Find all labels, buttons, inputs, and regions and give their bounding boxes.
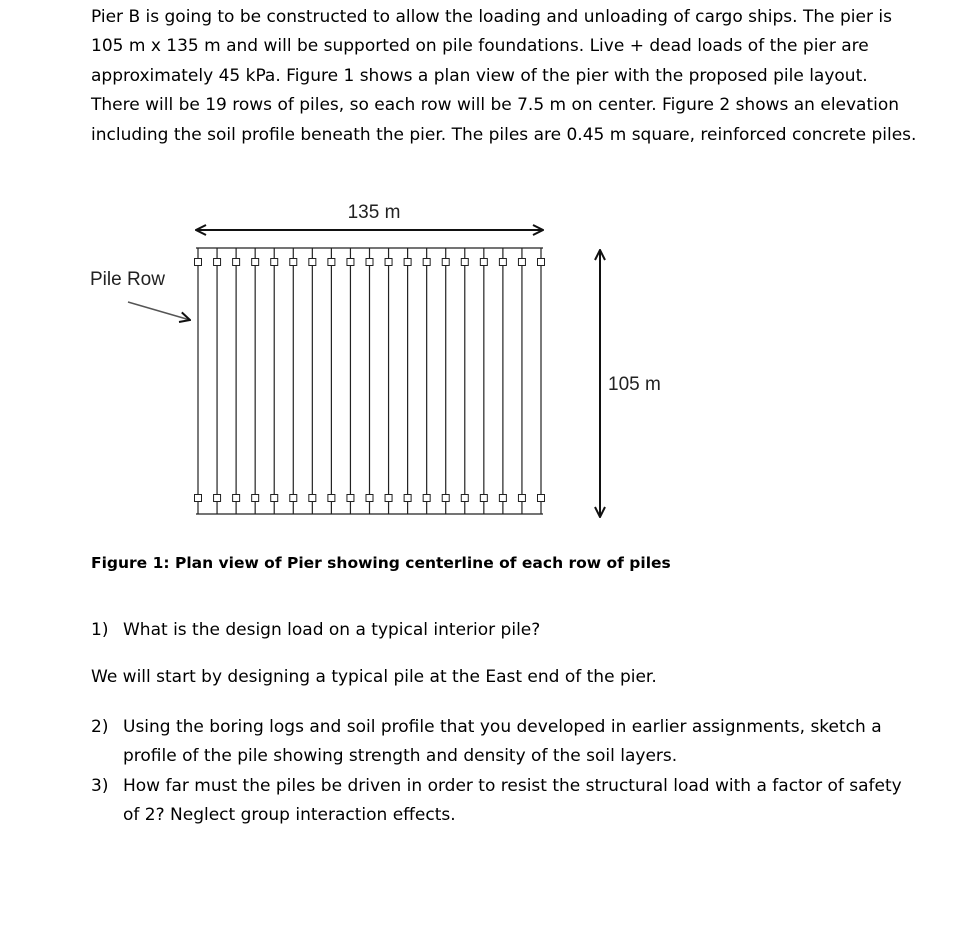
pile-marker xyxy=(328,259,335,266)
pile-marker xyxy=(366,259,373,266)
pile-marker xyxy=(423,495,430,502)
pile-row xyxy=(385,248,392,514)
question-2-number: 2) xyxy=(91,717,109,737)
pile-marker xyxy=(252,259,259,266)
pile-marker xyxy=(366,495,373,502)
pile-marker xyxy=(518,259,525,266)
pile-marker xyxy=(195,259,202,266)
pile-marker xyxy=(347,259,354,266)
figure-caption: Figure 1: Plan view of Pier showing centerline of each row of piles xyxy=(91,554,671,572)
pile-marker xyxy=(480,259,487,266)
pile-marker xyxy=(442,259,449,266)
pile-marker xyxy=(404,495,411,502)
question-3-text: How far must the piles be driven in order to resist the structural load with a factor of safety of 2? Neglect group interaction effects. xyxy=(123,776,902,826)
pile-rows-group xyxy=(195,248,545,514)
pile-marker xyxy=(385,259,392,266)
pile-marker xyxy=(499,495,506,502)
pile-row xyxy=(404,248,411,514)
pile-marker xyxy=(385,495,392,502)
pile-marker xyxy=(309,259,316,266)
height-label: 105 m xyxy=(608,374,661,395)
pile-marker xyxy=(404,259,411,266)
pile-row xyxy=(252,248,259,514)
pile-marker xyxy=(480,495,487,502)
pile-marker xyxy=(195,495,202,502)
question-2 xyxy=(91,713,921,772)
east-end-note: We will start by designing a typical pile at the East end of the pier. xyxy=(91,667,657,687)
pile-row xyxy=(480,248,487,514)
pile-marker xyxy=(423,259,430,266)
pile-row xyxy=(442,248,449,514)
pile-row-pointer-arrow xyxy=(128,302,190,320)
question-1-text: What is the design load on a typical interior pile? xyxy=(123,620,541,640)
pile-row xyxy=(499,248,506,514)
pile-row-label: Pile Row xyxy=(90,269,165,290)
pile-marker xyxy=(290,259,297,266)
pile-marker xyxy=(271,259,278,266)
pile-row xyxy=(328,248,335,514)
pile-row xyxy=(309,248,316,514)
pile-row xyxy=(233,248,240,514)
question-3 xyxy=(91,772,921,831)
pile-row xyxy=(423,248,430,514)
question-1-number: 1) xyxy=(91,620,109,640)
pile-row xyxy=(518,248,525,514)
pile-marker xyxy=(233,495,240,502)
pile-marker xyxy=(214,495,221,502)
intro-paragraph: Pier B is going to be constructed to allow the loading and unloading of cargo ships. The pier is 105 m x 135 m and will be supported on pile foundations. Live + dead loads of the pier are approximately 45 kPa. Figure 1 shows a plan view of the pier with the proposed pile layout. There will be 19 rows of piles, so each row will be 7.5 m on center. Figure 2 shows an elevation including the soil profile beneath the pier. The piles are 0.45 m square, reinforced concrete piles. xyxy=(91,7,917,145)
question-2-text: Using the boring logs and soil profile that you developed in earlier assignments, sketch a profile of the pile showing strength and density of the soil layers. xyxy=(123,717,882,767)
width-label: 135 m xyxy=(347,202,401,223)
pile-row xyxy=(461,248,468,514)
pile-marker xyxy=(252,495,259,502)
pile-row xyxy=(290,248,297,514)
pile-marker xyxy=(309,495,316,502)
pile-marker xyxy=(499,259,506,266)
pile-marker xyxy=(461,495,468,502)
question-3-number: 3) xyxy=(91,776,109,796)
pile-row xyxy=(366,248,373,514)
pile-row xyxy=(271,248,278,514)
pile-marker xyxy=(538,259,545,266)
pile-marker xyxy=(233,259,240,266)
pile-row xyxy=(195,248,202,514)
pile-marker xyxy=(290,495,297,502)
question-1 xyxy=(91,616,921,645)
pile-row xyxy=(214,248,221,514)
pile-marker xyxy=(347,495,354,502)
pile-marker xyxy=(328,495,335,502)
pile-marker xyxy=(271,495,278,502)
pile-row xyxy=(538,248,545,514)
pile-marker xyxy=(214,259,221,266)
pile-marker xyxy=(461,259,468,266)
pile-marker xyxy=(442,495,449,502)
pile-marker xyxy=(538,495,545,502)
pile-row xyxy=(347,248,354,514)
pile-marker xyxy=(518,495,525,502)
